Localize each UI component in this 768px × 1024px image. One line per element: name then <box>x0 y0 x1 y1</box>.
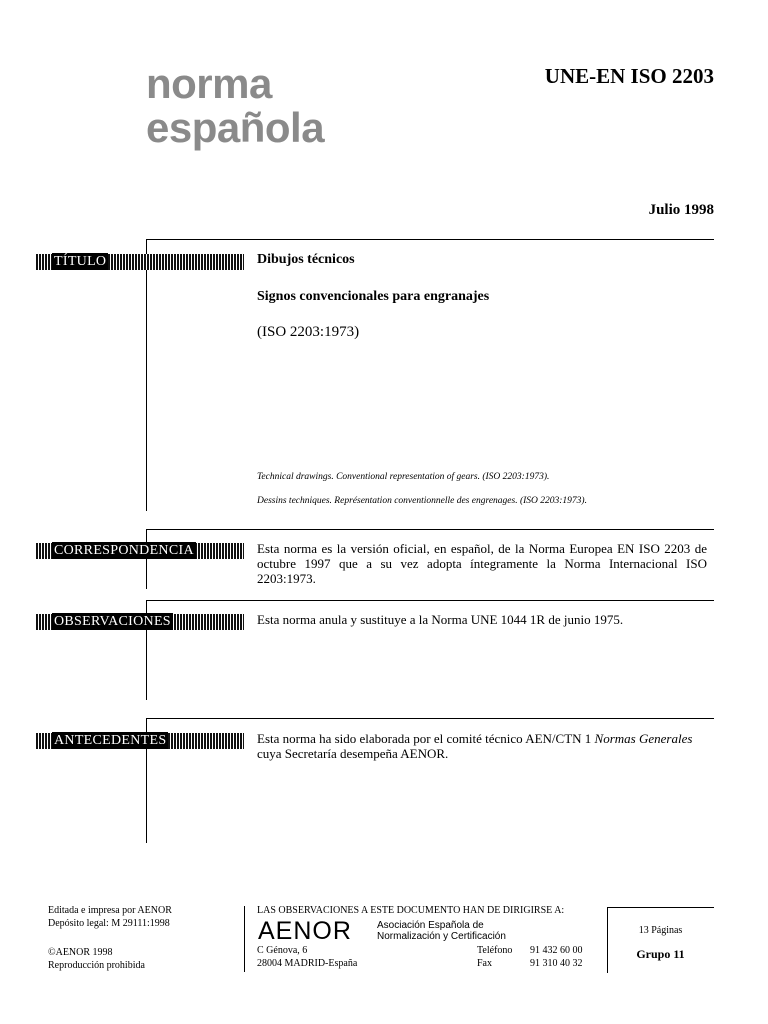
fax-number: 91 310 40 32 <box>530 958 583 969</box>
french-title: Dessins techniques. Représentation conventionnelle des engrenages. (ISO 2203:1973). <box>257 496 587 506</box>
titulo-label: TÍTULO <box>54 254 107 269</box>
correspondencia-text: Esta norma es la versión oficial, en español, de la Norma Europea EN ISO 2203 de octubre 1997 que a su vez adopta íntegramente la Norma Internacional ISO 2203:1973. <box>257 541 707 586</box>
correspondencia-label-bar <box>36 543 244 559</box>
observaciones-label-bar <box>36 614 244 630</box>
phone-number: 91 432 60 00 <box>530 945 583 956</box>
footer-deposit: Depósito legal: M 29111:1998 <box>48 918 170 929</box>
antecedentes-text-part1: Esta norma ha sido elaborada por el comité técnico AEN/CTN 1 <box>257 731 595 746</box>
footer-edited: Editada e impresa por AENOR <box>48 905 172 916</box>
aenor-logo: AENOR <box>258 917 352 945</box>
page-count: 13 Páginas <box>638 925 683 936</box>
publication-date: Julio 1998 <box>648 202 714 218</box>
address-line-2: 28004 MADRID-España <box>257 958 358 969</box>
antecedentes-top-rule <box>146 718 714 719</box>
iso-reference: (ISO 2203:1973) <box>257 324 360 340</box>
association-line-1: Asociación Española de <box>377 920 484 931</box>
standard-code: UNE-EN ISO 2203 <box>544 64 714 88</box>
titulo-left-rule <box>146 239 147 511</box>
antecedentes-committee-name: Normas Generales <box>594 731 693 746</box>
antecedentes-text-part2: cuya Secretaría desempeña AENOR. <box>257 746 449 761</box>
address-line-1: C Génova, 6 <box>257 945 308 956</box>
observaciones-text: Esta norma anula y sustituye a la Norma UNE 1044 1R de junio 1975. <box>257 612 624 627</box>
antecedentes-text <box>257 731 707 761</box>
observaciones-label: OBSERVACIONES <box>54 614 171 629</box>
titulo-top-rule <box>146 239 714 240</box>
brand-wordmark <box>146 62 324 150</box>
correspondencia-left-rule <box>146 529 147 589</box>
title-line-2: Signos convencionales para engranajes <box>257 289 490 304</box>
observations-heading: LAS OBSERVACIONES A ESTE DOCUMENTO HAN DE DIRIGIRSE A: <box>257 905 565 916</box>
fax-label: Fax <box>477 958 492 969</box>
title-line-1: Dibujos técnicos <box>257 252 355 267</box>
antecedentes-label: ANTECEDENTES <box>54 733 167 748</box>
footer-reproduction: Reproducción prohibida <box>48 960 145 971</box>
titulo-label-bar <box>36 254 244 270</box>
observaciones-top-rule <box>146 600 714 601</box>
footer-divider-right <box>607 907 608 973</box>
price-group: Grupo 11 <box>636 947 685 961</box>
aenor-description <box>377 920 506 942</box>
brand-line-1: norma <box>146 60 272 107</box>
antecedentes-label-bar <box>36 733 244 749</box>
correspondencia-top-rule <box>146 529 714 530</box>
footer-box-top-rule <box>607 907 714 908</box>
association-line-2: Normalización y Certificación <box>377 931 506 942</box>
footer-divider-left <box>244 906 245 972</box>
brand-line-2: española <box>146 104 325 151</box>
footer-copyright: ©AENOR 1998 <box>48 947 113 958</box>
phone-label: Teléfono <box>477 945 513 956</box>
correspondencia-label: CORRESPONDENCIA <box>54 543 194 558</box>
english-title: Technical drawings. Conventional representation of gears. (ISO 2203:1973). <box>257 472 550 482</box>
